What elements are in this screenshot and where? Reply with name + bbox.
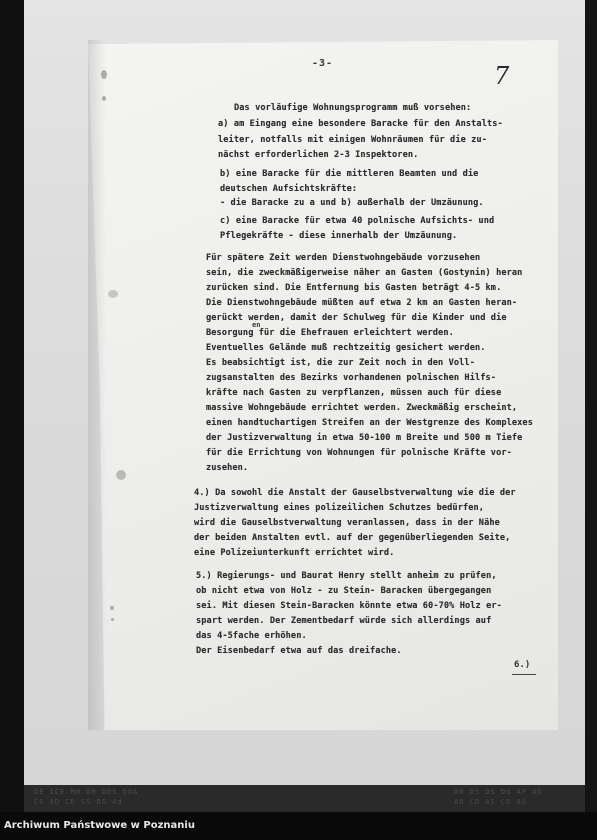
- text-line: massive Wohngebäude errichtet werden. Zweckmäßig erscheint,: [206, 403, 518, 413]
- continuation-marker: 6.): [514, 660, 531, 670]
- text-line: Für spätere Zeit werden Dienstwohngebäude vorzusehen: [206, 253, 481, 263]
- film-code: DE ICE MH DH DDS DOA: [34, 788, 139, 796]
- text-line: für die Errichtung von Wohnungen für polnische Kräfte vor-: [206, 448, 512, 458]
- text-line: Der Eisenbedarf etwa auf das dreifache.: [196, 646, 402, 656]
- archive-footer: [0, 812, 597, 840]
- text-line: deutschen Aufsichtskräfte:: [220, 184, 358, 194]
- text-line: kräfte nach Gasten zu verpflanzen, müssen auch für diese: [206, 388, 502, 398]
- folio-number: 7: [494, 62, 510, 90]
- text-line: Es beabsichtigt ist, die zur Zeit noch in den Voll-: [206, 358, 475, 368]
- page-number: -3-: [312, 58, 334, 69]
- text-line: gerückt werden, damit der Schulweg für die Kinder und die: [206, 313, 507, 323]
- text-line: Pflegekräfte - diese innerhalb der Umzäunung.: [220, 231, 458, 241]
- text-line: Eventuelles Gelände muß rechtzeitig gesichert werden.: [206, 343, 486, 353]
- text-line: der beiden Anstalten evtl. auf der gegenüberliegenden Seite,: [194, 533, 511, 543]
- text-line: leiter, notfalls mit einigen Wohnräumen für die zu-: [218, 135, 487, 145]
- text-line: das 4-5fache erhöhen.: [196, 631, 307, 641]
- text-line: sein, die zweckmäßigerweise näher an Gasten (Gostynin) heran: [206, 268, 523, 278]
- text-line: Das vorläufige Wohnungsprogramm muß vorsehen:: [234, 103, 472, 113]
- text-line: Die Dienstwohngebäude müßten auf etwa 2 km an Gasten heran-: [206, 298, 518, 308]
- text-line: c) eine Baracke für etwa 40 polnische Aufsichts- und: [220, 216, 495, 226]
- text-line: Justizverwaltung eines polizeilichen Schutzes bedürfen,: [194, 503, 485, 513]
- text-line: einen handtuchartigen Streifen an der Westgrenze des Komplexes: [206, 418, 533, 428]
- text-line: a) am Eingang eine besondere Baracke für den Anstalts-: [218, 119, 503, 129]
- text-line: eine Polizeiunterkunft errichtet wird.: [194, 548, 395, 558]
- text-line: 5.) Regierungs- und Baurat Henry stellt anheim zu prüfen,: [196, 571, 497, 581]
- text-line: ob nicht etwa von Holz - zu Stein- Baracken übergegangen: [196, 586, 492, 596]
- text-line: zusehen.: [206, 463, 249, 473]
- text-line: Besorgung für die Ehefrauen erleichtert werden.: [206, 328, 454, 338]
- interlinear-insert: en: [252, 321, 261, 329]
- text-line: zugsanstalten des Bezirks vorhandenen polnischen Hilfs-: [206, 373, 497, 383]
- text-line: zurücken sind. Die Entfernung bis Gasten beträgt 4-5 km.: [206, 283, 502, 293]
- text-line: sei. Mit diesen Stein-Baracken könnte etwa 60-70% Holz er-: [196, 601, 502, 611]
- text-line: wird die Gauselbstverwaltung veranlassen, dass in der Nähe: [194, 518, 500, 528]
- continuation-underline: [512, 674, 536, 675]
- text-line: der Justizverwaltung in etwa 50-100 m Breite und 500 m Tiefe: [206, 433, 523, 443]
- text-line: b) eine Baracke für die mittleren Beamten und die: [220, 169, 479, 179]
- text-line: nächst erforderlichen 2-3 Inspektoren.: [218, 150, 419, 160]
- film-code: D0 DS DS DG AF AD: [454, 788, 543, 796]
- film-code: CS AD CD SS DS Ad: [34, 798, 123, 806]
- film-code: AD CD AS CD AS: [454, 798, 528, 806]
- text-line: spart werden. Der Zementbedarf würde sich allerdings auf: [196, 616, 492, 626]
- archive-name: Archiwum Państwowe w Poznaniu: [4, 820, 195, 831]
- text-line: 4.) Da sowohl die Anstalt der Gauselbstverwaltung wie die der: [194, 488, 516, 498]
- text-line: - die Baracke zu a und b) außerhalb der Umzäunung.: [220, 198, 484, 208]
